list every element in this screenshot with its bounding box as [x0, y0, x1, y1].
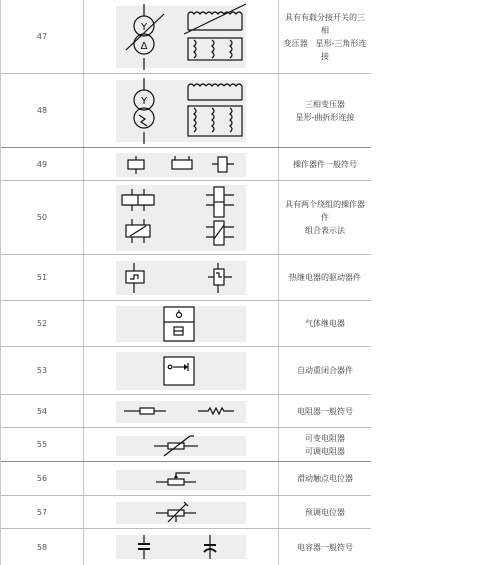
- table-row: [1, 496, 371, 529]
- row-description: 预调电位器: [305, 507, 345, 517]
- row-number: 49: [36, 159, 48, 169]
- table-row: [1, 395, 371, 428]
- row-description: 滑动触点电位器: [297, 474, 353, 483]
- star-label: Y: [140, 96, 148, 107]
- row-number: 48: [36, 106, 48, 115]
- symbol-cell: [83, 395, 279, 427]
- table-row: [1, 347, 371, 395]
- table-row: [1, 0, 371, 74]
- thermal-relay-driver-symbol: [84, 255, 280, 301]
- symbol-cell: [83, 301, 279, 346]
- table-row: [1, 148, 371, 181]
- table-row: [1, 255, 371, 301]
- two-winding-operating-device-symbol: [84, 181, 280, 255]
- symbol-cell: [83, 181, 279, 254]
- gas-relay-symbol: [84, 301, 280, 347]
- table-row: [1, 301, 371, 347]
- row-description: 电容器一般符号: [297, 542, 353, 552]
- symbol-cell: [83, 255, 279, 300]
- symbol-cell: [83, 0, 279, 73]
- table-row: [1, 529, 371, 565]
- row-number: 54: [36, 406, 48, 416]
- row-description: 操作器件一般符号: [293, 159, 357, 169]
- symbol-cell: [83, 428, 279, 461]
- row-number: 52: [36, 319, 48, 328]
- symbol-cell: [83, 462, 279, 495]
- row-description: 具有两个绕组的操作器件 组合表示法: [285, 200, 365, 235]
- star-label: Y: [140, 22, 148, 33]
- transformer-star-zigzag-symbol: [84, 74, 280, 148]
- row-description: 热继电器的驱动器件: [289, 273, 361, 282]
- capacitor-symbol: [84, 529, 280, 565]
- row-description: 自动重闭合器件: [297, 366, 353, 375]
- symbol-cell: [83, 496, 279, 528]
- row-number: 47: [36, 32, 48, 41]
- row-description: 可变电阻器 可调电阻器: [305, 433, 345, 456]
- resistor-symbol: [84, 395, 280, 428]
- table-row: [1, 74, 371, 148]
- row-description: 气体继电器: [305, 319, 345, 328]
- sliding-contact-potentiometer-symbol: [84, 462, 280, 496]
- preset-potentiometer-symbol: [84, 496, 280, 529]
- row-number: 53: [36, 366, 48, 375]
- table-row: [1, 462, 371, 496]
- row-number: 56: [36, 474, 48, 483]
- row-description: 三相变压器 星形-曲折形连接: [295, 99, 355, 122]
- symbol-cell: [83, 148, 279, 180]
- delta-label: Δ: [140, 41, 148, 52]
- row-number: 58: [36, 542, 48, 552]
- symbol-cell: [83, 347, 279, 394]
- transformer-oltc-star-delta-symbol: [84, 0, 280, 74]
- row-description: 具有有载分接开关的三相 变压器 星形-三角形连 接: [283, 12, 367, 61]
- variable-resistor-symbol: [84, 428, 280, 462]
- row-number: 55: [36, 440, 48, 449]
- operating-device-symbol: [84, 148, 280, 181]
- row-number: 50: [36, 213, 48, 222]
- row-description: 电阻器一般符号: [297, 406, 353, 416]
- symbol-cell: [83, 74, 279, 147]
- row-number: 57: [36, 507, 48, 517]
- row-number: 51: [36, 273, 48, 282]
- table-row: [1, 181, 371, 255]
- symbol-cell: [83, 529, 279, 565]
- table-row: [1, 428, 371, 462]
- auto-reclosing-device-symbol: [84, 347, 280, 395]
